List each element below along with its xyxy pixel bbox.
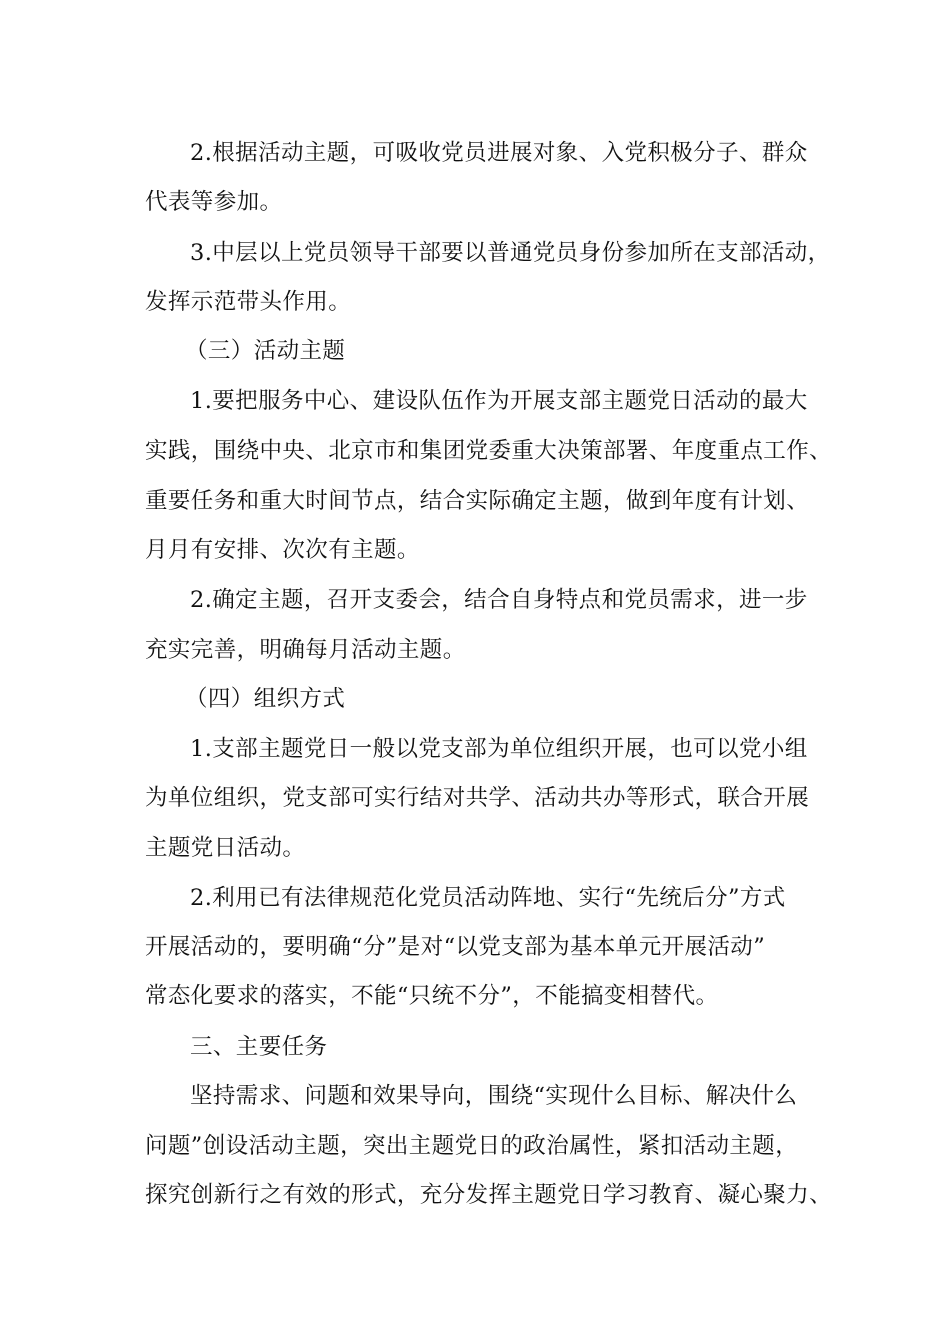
paragraph-line: 2.确定主题，召开支委会，结合自身特点和党员需求，进一步 [190,587,808,613]
paragraph-line: 为单位组织，党支部可实行结对共学、活动共办等形式，联合开展 [145,785,810,811]
section-heading: 三、主要任务 [190,1034,328,1060]
paragraph-line: 主题党日活动。 [145,835,306,861]
paragraph-line: 代表等参加。 [145,189,283,215]
paragraph-line: 开展活动的，要明确“分”是对“以党支部为基本单元开展活动” [145,934,766,960]
paragraph-line: 1.要把服务中心、建设队伍作为开展支部主题党日活动的最大 [190,388,808,414]
paragraph-line: 3.中层以上党员领导干部要以普通党员身份参加所在支部活动， [190,240,831,266]
paragraph-line: 探究创新行之有效的形式，充分发挥主题党日学习教育、凝心聚力、 [145,1182,833,1208]
paragraph-line: 2.根据活动主题，可吸收党员进展对象、入党积极分子、群众 [190,140,808,166]
section-heading: （四）组织方式 [185,686,346,712]
paragraph-line: 1.支部主题党日一般以党支部为单位组织开展，也可以党小组 [190,736,808,762]
paragraph-line: 发挥示范带头作用。 [145,289,352,315]
paragraph-line: 重要任务和重大时间节点，结合实际确定主题，做到年度有计划、 [145,488,810,514]
paragraph-line: 2.利用已有法律规范化党员活动阵地、实行“先统后分”方式 [190,885,786,911]
paragraph-line: 常态化要求的落实，不能“只统不分”，不能搞变相替代。 [145,983,719,1009]
paragraph-line: 月月有安排、次次有主题。 [145,537,420,563]
paragraph-line: 充实完善，明确每月活动主题。 [145,637,466,663]
section-heading: （三）活动主题 [185,338,346,364]
paragraph-line: 坚持需求、问题和效果导向，围绕“实现什么目标、解决什么 [190,1083,798,1109]
paragraph-line: 实践，围绕中央、北京市和集团党委重大决策部署、年度重点工作、 [145,438,833,464]
paragraph-line: 问题”创设活动主题，突出主题党日的政治属性，紧扣活动主题， [145,1133,799,1159]
